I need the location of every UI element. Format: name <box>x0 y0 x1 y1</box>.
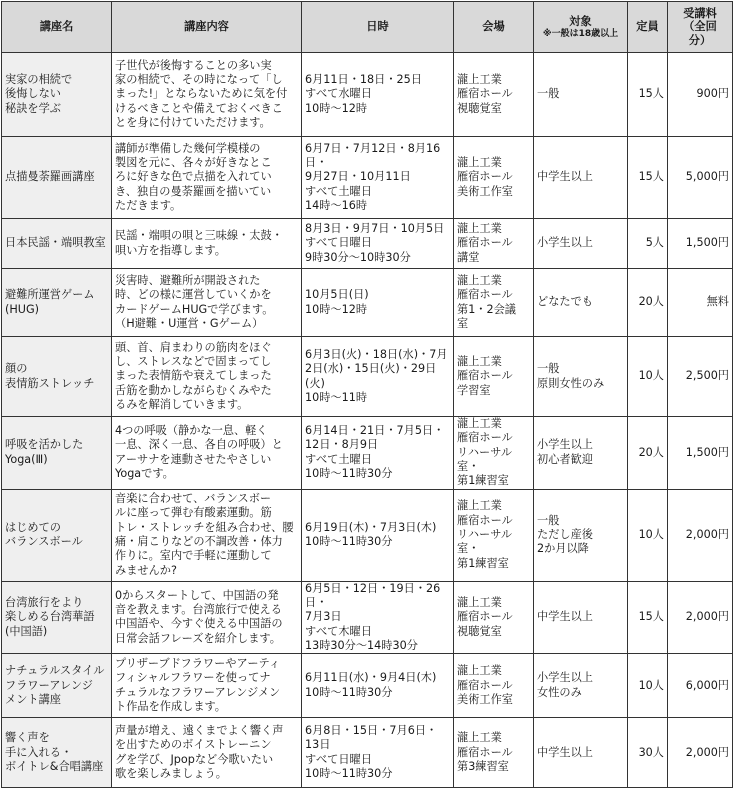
course-content-cell: 4つの呼吸（静かな一息、軽く 一息、深く一息、各自の呼吸）と アーサナを連動させたやさしい Yogaです。 <box>112 417 302 490</box>
target-cell: 一般 <box>534 53 628 137</box>
course-name-cell: 響く声を 手に入れる・ ボイトレ&合唱講座 <box>2 718 112 788</box>
venue-cell: 瀧上工業 雁宿ホール 美術工作室 <box>454 137 534 219</box>
capacity-cell: 10人 <box>628 337 668 417</box>
course-content-cell: 子世代が後悔することの多い実 家の相続で、その時になって「し まった!」とならないために気を付 けるべきことや備えておくべきこ とを身に付けていただけます。 <box>112 53 302 137</box>
table-row <box>2 654 733 718</box>
fee-cell: 6,000円 <box>668 654 733 718</box>
schedule-cell: 6月7日・7月12日・8月16日・ 9月27日・10月11日 すべて土曜日 14時～16時 <box>302 137 454 219</box>
course-name-cell: 日本民謡・端唄教室 <box>2 219 112 269</box>
target-cell: 一般 原則女性のみ <box>534 337 628 417</box>
course-name-cell: 呼吸を活かした Yoga(Ⅲ) <box>2 417 112 490</box>
fee-cell: 2,500円 <box>668 337 733 417</box>
course-content-cell: 頭、首、肩まわりの筋肉をほぐ し、ストレスなどで固まってし まった表情筋や衰えてしまった 舌筋を動かしながらむくみやた るみを解消していきます。 <box>112 337 302 417</box>
course-name-cell: 実家の相続で 後悔しない 秘訣を学ぶ <box>2 53 112 137</box>
capacity-cell: 20人 <box>628 417 668 490</box>
header-target-note: ※一般は18歳以上 <box>542 28 619 39</box>
fee-cell: 1,500円 <box>668 417 733 490</box>
schedule-cell: 8月3日・9月7日・10月5日 すべて日曜日 9時30分～10時30分 <box>302 219 454 269</box>
venue-cell: 瀧上工業 雁宿ホール リハーサル室・ 第1練習室 <box>454 417 534 490</box>
table-row <box>2 53 733 137</box>
table-row <box>2 718 733 788</box>
fee-cell: 5,000円 <box>668 137 733 219</box>
schedule-cell: 6月5日・12日・19日・26日・ 7月3日 すべて木曜日 13時30分～14時30分 <box>302 581 454 654</box>
schedule-cell: 6月11日・18日・25日 すべて水曜日 10時～12時 <box>302 53 454 137</box>
table-row <box>2 219 733 269</box>
venue-cell: 瀧上工業 雁宿ホール 第1・2会議 室 <box>454 269 534 337</box>
table-row <box>2 581 733 654</box>
table-row <box>2 417 733 490</box>
table-header-row <box>2 2 733 53</box>
header-fee: 受講料 （全回 分） <box>668 2 733 53</box>
course-name-cell: はじめての バランスボール <box>2 489 112 581</box>
venue-cell: 瀧上工業 雁宿ホール 視聴覚室 <box>454 53 534 137</box>
schedule-cell: 6月19日(木)・7月3日(木) 10時～11時30分 <box>302 489 454 581</box>
course-name-cell: 点描曼荼羅画講座 <box>2 137 112 219</box>
venue-cell: 瀧上工業 雁宿ホール 第3練習室 <box>454 718 534 788</box>
course-name-cell: 顔の 表情筋ストレッチ <box>2 337 112 417</box>
capacity-cell: 10人 <box>628 489 668 581</box>
course-name-cell: ナチュラルスタイル フラワーアレンジ メント講座 <box>2 654 112 718</box>
target-cell: 小学生以上 <box>534 219 628 269</box>
fee-cell: 無料 <box>668 269 733 337</box>
target-cell: 中学生以上 <box>534 581 628 654</box>
venue-cell: 瀧上工業 雁宿ホール 講堂 <box>454 219 534 269</box>
schedule-cell: 6月14日・21日・7月5日・ 12日・8月9日 すべて土曜日 10時～11時30分 <box>302 417 454 490</box>
header-target <box>534 2 628 53</box>
capacity-cell: 5人 <box>628 219 668 269</box>
target-cell: どなたでも <box>534 269 628 337</box>
fee-cell: 1,500円 <box>668 219 733 269</box>
capacity-cell: 20人 <box>628 269 668 337</box>
capacity-cell: 10人 <box>628 654 668 718</box>
course-name-cell: 台湾旅行をより 楽しめる台湾華語 (中国語) <box>2 581 112 654</box>
course-content-cell: 声量が増え、遠くまでよく響く声 を出すためのボイストレーニン グを学び、Jpopなど今歌いたい 歌を楽しみましょう。 <box>112 718 302 788</box>
header-target-label: 対象 <box>569 14 592 28</box>
header-capacity: 定員 <box>628 2 668 53</box>
course-content-cell: 災害時、避難所が開設された 時、どの様に運営していくかを カードゲームHUGで学びます。 （H避難・U運営・Gゲーム） <box>112 269 302 337</box>
venue-cell: 瀧上工業 雁宿ホール リハーサル室・ 第1練習室 <box>454 489 534 581</box>
schedule-cell: 6月3日(火)・18日(水)・7月 2日(水)・15日(火)・29日 (火) 10時～11時 <box>302 337 454 417</box>
schedule-cell: 10月5日(日) 10時～12時 <box>302 269 454 337</box>
course-content-cell: 音楽に合わせて、バランスボー ルに座って弾む有酸素運動。筋 トレ・ストレッチを組み合わせ、腰 痛・肩こりなどの不調改善・体力 作りに。室内で手軽に運動して みませんか? <box>112 489 302 581</box>
target-cell: 中学生以上 <box>534 718 628 788</box>
target-cell: 中学生以上 <box>534 137 628 219</box>
course-content-cell: 講師が準備した幾何学模様の 製図を元に、各々が好きなとこ ろに好きな色で点描を入れてい き、独自の曼荼羅画を描いてい ただきます。 <box>112 137 302 219</box>
course-content-cell: 民謡・端唄の唄と三味線・太鼓・ 唄い方を指導します。 <box>112 219 302 269</box>
table-row <box>2 137 733 219</box>
header-venue: 会場 <box>454 2 534 53</box>
course-name-cell: 避難所運営ゲーム (HUG) <box>2 269 112 337</box>
course-table <box>1 1 733 788</box>
schedule-cell: 6月11日(水)・9月4日(木) 10時～11時30分 <box>302 654 454 718</box>
fee-cell: 2,000円 <box>668 718 733 788</box>
course-content-cell: 0からスタートして、中国語の発 音を教えます。台湾旅行で使える 中国語や、今すぐ使える中国語の 日常会話フレーズを紹介します。 <box>112 581 302 654</box>
header-course-name: 講座名 <box>2 2 112 53</box>
capacity-cell: 15人 <box>628 53 668 137</box>
target-cell: 一般 ただし産後 2か月以降 <box>534 489 628 581</box>
venue-cell: 瀧上工業 雁宿ホール 美術工作室 <box>454 654 534 718</box>
fee-cell: 2,000円 <box>668 581 733 654</box>
course-content-cell: プリザーブドフラワーやアーティ フィシャルフラワーを使ってナ チュラルなフラワーアレンジメン ト作品を作成します。 <box>112 654 302 718</box>
fee-cell: 900円 <box>668 53 733 137</box>
venue-cell: 瀧上工業 雁宿ホール 視聴覚室 <box>454 581 534 654</box>
target-cell: 小学生以上 女性のみ <box>534 654 628 718</box>
table-row <box>2 337 733 417</box>
schedule-cell: 6月8日・15日・7月6日・13日 すべて日曜日 10時～11時30分 <box>302 718 454 788</box>
capacity-cell: 30人 <box>628 718 668 788</box>
target-cell: 小学生以上 初心者歓迎 <box>534 417 628 490</box>
header-course-content: 講座内容 <box>112 2 302 53</box>
fee-cell: 2,000円 <box>668 489 733 581</box>
capacity-cell: 15人 <box>628 581 668 654</box>
table-row <box>2 489 733 581</box>
table-row <box>2 269 733 337</box>
venue-cell: 瀧上工業 雁宿ホール 学習室 <box>454 337 534 417</box>
capacity-cell: 15人 <box>628 137 668 219</box>
header-schedule: 日時 <box>302 2 454 53</box>
